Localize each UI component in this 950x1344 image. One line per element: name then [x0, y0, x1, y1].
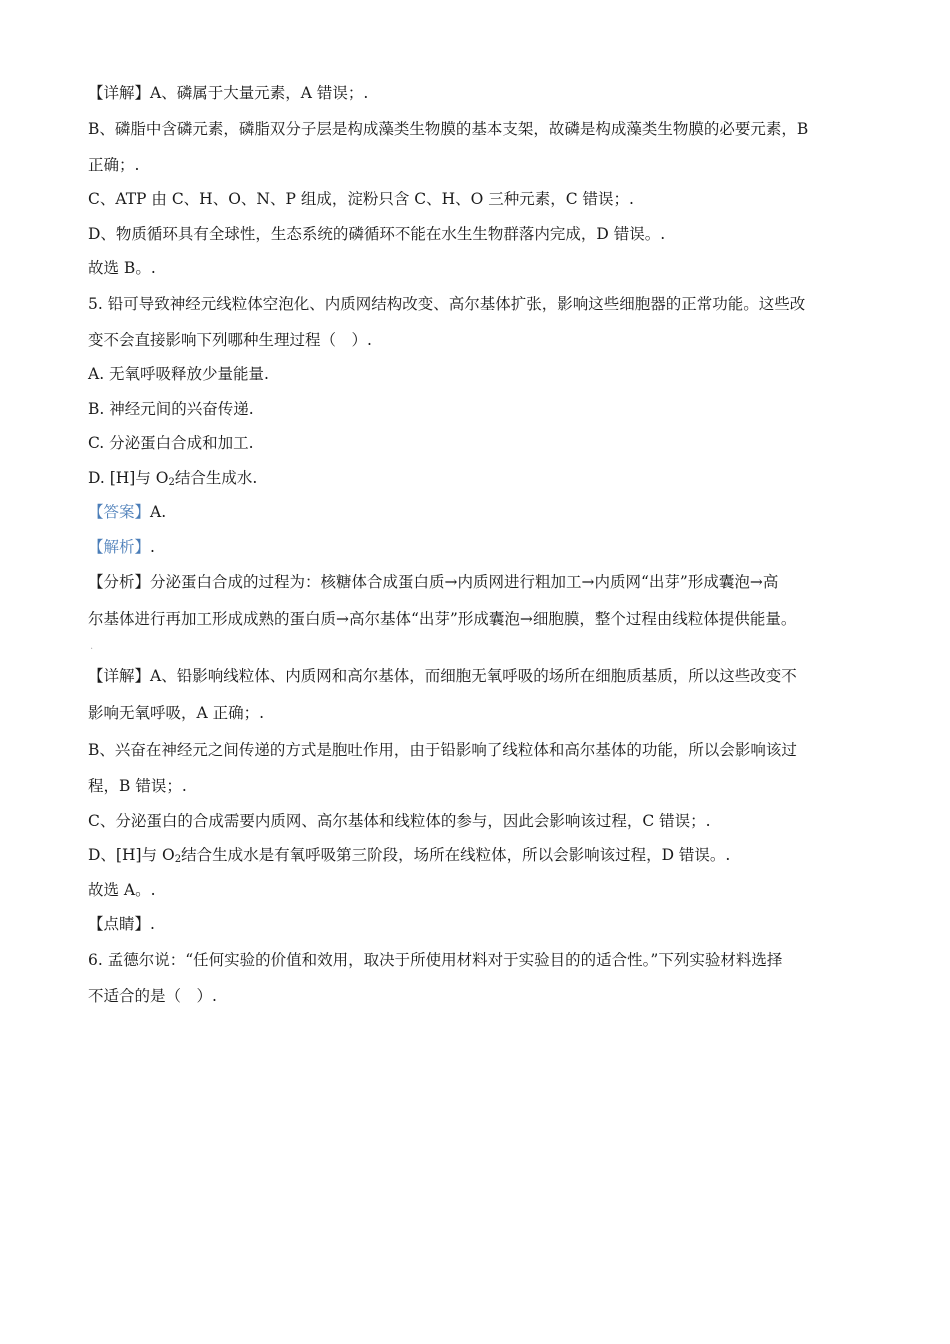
q4-conclusion: 故选 B。.: [88, 259, 156, 277]
q5-detail-a-line2: 影响无氧呼吸，A 正确；.: [88, 704, 265, 722]
analysis-label: 【解析】: [88, 537, 151, 556]
q4-detail-a: 【详解】A、磷属于大量元素，A 错误；.: [88, 84, 369, 102]
q5-analysis-line2: [88, 601, 878, 638]
q5-option-d-subscript: 2: [168, 476, 175, 488]
q5-detail-c: C、分泌蛋白的合成需要内质网、高尔基体和线粒体的参与，因此会影响该过程，C 错误；.: [88, 811, 711, 830]
q5-option-a: A. 无氧呼吸释放少量能量.: [88, 365, 269, 383]
q5-detail-d-text-a: D、[H]与 O: [88, 846, 175, 864]
q5-detail-a-line1: 【详解】A、铅影响线粒体、内质网和高尔基体，而细胞无氧呼吸的场所在细胞质基质，所以这些改变不: [88, 667, 797, 685]
q5-option-c: C. 分泌蛋白合成和加工.: [88, 434, 254, 452]
q5-analysis-line1: 【分析】分泌蛋白合成的过程为：核糖体合成蛋白质→内质网进行粗加工→内质网“出芽”形成囊泡→高: [88, 573, 779, 591]
document-body: [88, 76, 878, 1013]
q6-stem-line2: 不适合的是（ ）.: [88, 986, 217, 1005]
q5-detail-b-line1: B、兴奋在神经元之间传递的方式是胞吐作用，由于铅影响了线粒体和高尔基体的功能，所以会影响该过: [88, 741, 797, 759]
q4-detail-d: D、物质循环具有全球性，生态系统的磷循环不能在水生生物群落内完成，D 错误。.: [88, 224, 666, 243]
q5-option-d-text-a: D. [H]与 O: [88, 468, 169, 487]
answer-value: A.: [150, 503, 167, 521]
q6-stem-line1: 6. 孟德尔说：“任何实验的价值和效用，取决于所使用材料对于实验目的的适合性。”下列实验材料选择: [88, 950, 783, 969]
paragraph-mark: .: [90, 641, 94, 652]
q5-option-d-text-b: 结合生成水.: [174, 468, 258, 487]
q5-detail-b-line2: 程，B 错误；.: [88, 777, 187, 795]
q5-comment: 【点睛】.: [88, 915, 155, 933]
analysis-mark: .: [150, 537, 155, 556]
q5-analysis-trailing: [88, 638, 878, 658]
q5-stem-line2: 变不会直接影响下列哪种生理过程（ ）.: [88, 330, 372, 349]
q5-option-b: B. 神经元间的兴奋传递.: [88, 399, 254, 418]
q5-detail-d: [88, 838, 878, 873]
q5-option-d: [88, 461, 878, 496]
answer-label: 【答案】: [88, 503, 151, 521]
q5-analysis-line2-text: 尔基体进行再加工形成成熟的蛋白质→高尔基体“出芽”形成囊泡→细胞膜，整个过程由线粒体提供能量。: [88, 610, 797, 628]
q5-detail-d-text-b: 结合生成水是有氧呼吸第三阶段，场所在线粒体，所以会影响该过程，D 错误。.: [181, 846, 731, 864]
q4-detail-b-line1: B、磷脂中含磷元素，磷脂双分子层是构成藻类生物膜的基本支架，故磷是构成藻类生物膜的必要元素，B: [88, 119, 809, 138]
q5-conclusion: 故选 A。.: [88, 880, 156, 899]
q5-stem-line1: 5. 铅可导致神经元线粒体空泡化、内质网结构改变、高尔基体扩张，影响这些细胞器的正常功能。这些改: [88, 294, 806, 313]
q4-detail-c: C、ATP 由 C、H、O、N、P 组成，淀粉只含 C、H、O 三种元素，C 错误；.: [88, 190, 634, 208]
q5-analysis-header: [88, 530, 878, 565]
q4-detail-b-line2: 正确；.: [88, 155, 140, 174]
q5-answer: [88, 495, 878, 530]
q5-detail-d-subscript: 2: [174, 854, 182, 865]
